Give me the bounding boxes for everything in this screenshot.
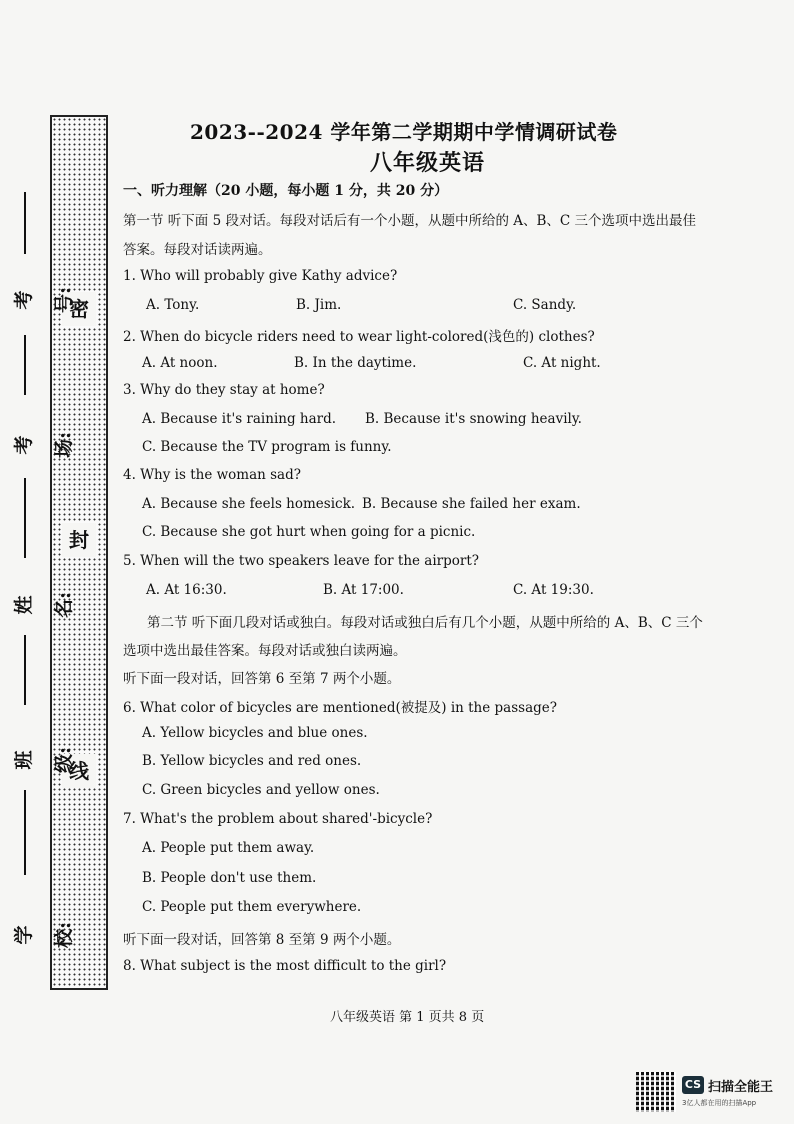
- q4-option-c: C. Because she got hurt when going for a picnic.: [142, 524, 476, 540]
- question-7: 7. What's the problem about shared'-bicycle?: [123, 811, 433, 827]
- field-name: 姓名:: [13, 592, 75, 619]
- q4-option-a: A. Because she feels homesick.: [142, 496, 356, 512]
- question-2: 2. When do bicycle riders need to wear light-colored(浅色的) clothes?: [123, 329, 595, 345]
- field-school: 学校:: [13, 922, 75, 949]
- qr-code-icon: [636, 1072, 676, 1112]
- q1-option-c: C. Sandy.: [513, 297, 577, 313]
- part1-intro-cont: 答案。每段对话读两遍。: [123, 242, 272, 258]
- q7-option-b: B. People don't use them.: [142, 870, 317, 886]
- blank-line-class: [24, 635, 26, 705]
- camscanner-logo-icon: CS: [682, 1076, 704, 1094]
- q3-option-c: C. Because the TV program is funny.: [142, 439, 392, 455]
- q2-option-b: B. In the daytime.: [294, 355, 417, 371]
- dialog-instruction-6-7: 听下面一段对话，回答第 6 至第 7 两个小题。: [123, 671, 401, 687]
- q5-option-c: C. At 19:30.: [513, 582, 594, 598]
- q4-option-b: B. Because she failed her exam.: [362, 496, 581, 512]
- field-exam-room: 考场:: [13, 432, 75, 459]
- q6-option-c: C. Green bicycles and yellow ones.: [142, 782, 380, 798]
- q2-option-a: A. At noon.: [142, 355, 218, 371]
- question-1: 1. Who will probably give Kathy advice?: [123, 268, 398, 284]
- question-8: 8. What subject is the most difficult to the girl?: [123, 958, 447, 974]
- part2-intro-cont: 选项中选出最佳答案。每段对话或独白读两遍。: [123, 643, 407, 659]
- exam-title: 2023--2024 学年第二学期期中学情调研试卷: [190, 120, 618, 144]
- blank-line-school: [24, 790, 26, 875]
- question-4: 4. Why is the woman sad?: [123, 467, 301, 483]
- q5-option-a: A. At 16:30.: [146, 582, 227, 598]
- q1-option-b: B. Jim.: [296, 297, 342, 313]
- field-class: 班级:: [13, 747, 75, 774]
- q6-option-b: B. Yellow bicycles and red ones.: [142, 753, 362, 769]
- section-heading: 一、听力理解（20 小题，每小题 1 分，共 20 分）: [123, 183, 449, 199]
- q2-option-c: C. At night.: [523, 355, 601, 371]
- page-footer: 八年级英语 第 1 页共 8 页: [330, 1010, 485, 1025]
- q5-option-b: B. At 17:00.: [323, 582, 404, 598]
- q7-option-a: A. People put them away.: [142, 840, 315, 856]
- q1-option-a: A. Tony.: [146, 297, 200, 313]
- question-5: 5. When will the two speakers leave for the airport?: [123, 553, 480, 569]
- seal-char-mi: 密: [62, 292, 96, 326]
- blank-line-name: [24, 478, 26, 558]
- question-3: 3. Why do they stay at home?: [123, 382, 325, 398]
- part1-intro: 第一节 听下面 5 段对话。每段对话后有一个小题，从题中所给的 A、B、C 三个选项中选出最佳: [123, 213, 697, 229]
- dialog-instruction-8-9: 听下面一段对话，回答第 8 至第 9 两个小题。: [123, 932, 401, 948]
- seal-char-feng: 封: [62, 523, 96, 557]
- part2-intro: 第二节 听下面几段对话或独白。每段对话或独白后有几个小题，从题中所给的 A、B、C 三个: [147, 615, 703, 631]
- seal-char-xian: 线: [62, 754, 96, 788]
- question-6: 6. What color of bicycles are mentioned(被提及) in the passage?: [123, 700, 557, 716]
- exam-subtitle: 八年级英语: [370, 150, 486, 176]
- q7-option-c: C. People put them everywhere.: [142, 899, 362, 915]
- scanner-app-tagline: 3亿人都在用的扫描App: [682, 1099, 757, 1107]
- q3-option-b: B. Because it's snowing heavily.: [365, 411, 582, 427]
- field-exam-number: 考号:: [13, 287, 75, 314]
- q6-option-a: A. Yellow bicycles and blue ones.: [142, 725, 368, 741]
- q3-option-a: A. Because it's raining hard.: [142, 411, 337, 427]
- blank-line-exam-room: [24, 335, 26, 395]
- blank-line-exam-number: [24, 192, 26, 254]
- scanner-app-name: 扫描全能王: [708, 1080, 774, 1095]
